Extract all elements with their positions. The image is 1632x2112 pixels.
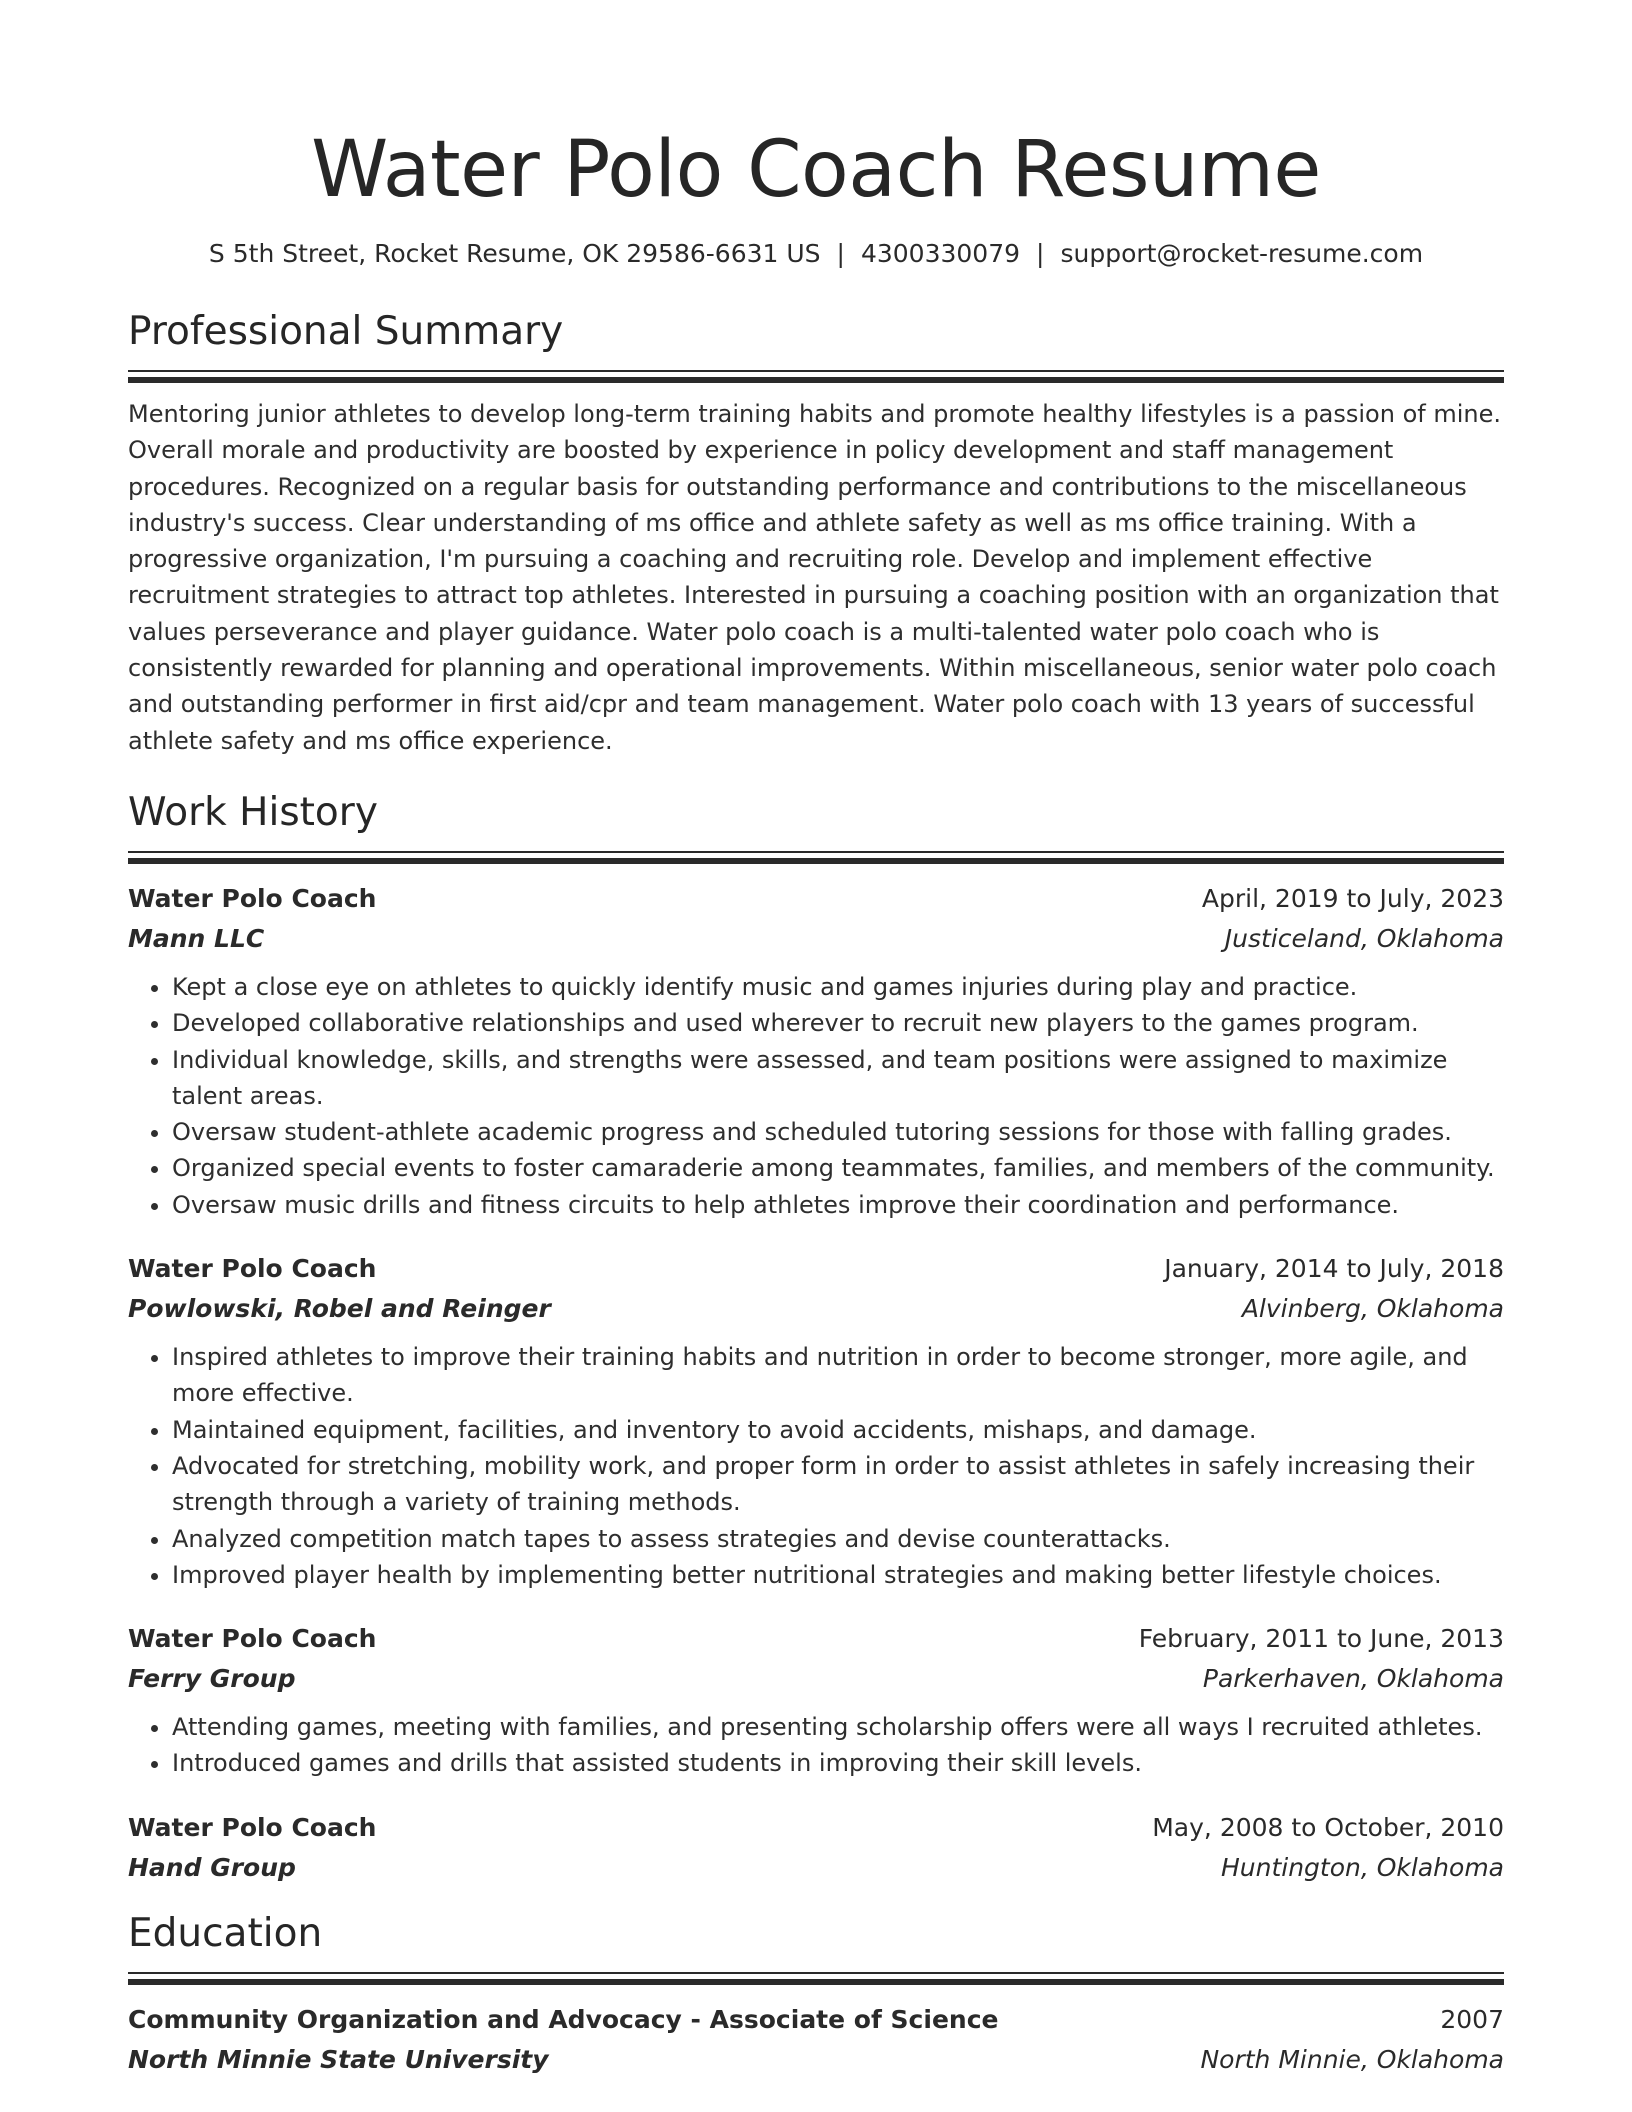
section-divider — [128, 851, 1504, 863]
job-bullet-list — [128, 969, 1504, 1223]
job-company: Powlowski, Robel and Reinger — [128, 1294, 551, 1324]
job-bullet-list — [128, 1339, 1504, 1593]
job-bullet: • Kept a close eye on athletes to quickly identify music and games injuries during play and practice. — [172, 969, 1504, 1005]
job-company-row — [128, 1848, 1504, 1888]
job-entry — [128, 1619, 1504, 1782]
job-title: Water Polo Coach — [128, 1254, 377, 1284]
job-bullet: • Introduced games and drills that assisted students in improving their skill levels. — [172, 1745, 1504, 1781]
summary-text: Mentoring junior athletes to develop long-term training habits and promote healthy lifestyles is a passion of mine. Overall morale and productivity are boosted by experience in policy development and staff management procedures. Recognized on a regular basis for outstanding performance and contributions to the miscellaneous industry's success. Clear understanding of ms office and athlete safety as well as ms office training. With a progressive organization, I'm pursuing a coaching and recruiting role. Develop and implement effective recruitment strategies to attract top athletes. Interested in pursuing a coaching position with an organization that values perseverance and player guidance. Water polo coach is a multi-talented water polo coach who is consistently rewarded for planning and operational improvements. Within miscellaneous, senior water polo coach and outstanding performer in first aid/cpr and team management. Water polo coach with 13 years of successful athlete safety and ms office experience. — [128, 400, 1501, 755]
education-year: 2007 — [1440, 2004, 1504, 2034]
job-header-row — [128, 1619, 1504, 1659]
job-dates: May, 2008 to October, 2010 — [1152, 1812, 1504, 1842]
job-bullet: • Oversaw student-athlete academic progress and scheduled tutoring sessions for those with falling grades. — [172, 1114, 1504, 1150]
job-bullet: • Organized special events to foster camaraderie among teammates, families, and members of the community. — [172, 1150, 1504, 1186]
job-entry — [128, 879, 1504, 1223]
education-section — [128, 1910, 1504, 2080]
job-dates: April, 2019 to July, 2023 — [1201, 883, 1504, 913]
job-bullet: • Analyzed competition match tapes to assess strategies and devise counterattacks. — [172, 1521, 1504, 1557]
job-title: Water Polo Coach — [128, 883, 377, 913]
job-location: Huntington, Oklahoma — [1220, 1852, 1504, 1882]
job-company: Mann LLC — [128, 923, 265, 953]
job-title: Water Polo Coach — [128, 1624, 377, 1654]
contact-phone: 4300330079 — [860, 239, 1021, 268]
summary-section — [128, 308, 1504, 759]
contact-separator: | — [1036, 239, 1045, 268]
job-company: Ferry Group — [128, 1664, 296, 1694]
job-dates: January, 2014 to July, 2018 — [1164, 1254, 1504, 1284]
section-divider — [128, 1972, 1504, 1984]
contact-line — [128, 238, 1504, 270]
job-header-row — [128, 879, 1504, 919]
job-bullet: • Improved player health by implementing better nutritional strategies and making better lifestyle choices. — [172, 1557, 1504, 1593]
section-divider — [128, 370, 1504, 382]
section-heading-work-history: Work History — [128, 789, 378, 835]
job-company-row — [128, 1289, 1504, 1329]
work-history-section — [128, 789, 1504, 1888]
job-bullet: • Advocated for stretching, mobility work, and proper form in order to assist athletes in safely increasing their strength through a variety of training methods. — [172, 1448, 1504, 1521]
job-entry — [128, 1249, 1504, 1593]
education-school-row — [128, 2040, 1504, 2080]
job-entry — [128, 1808, 1504, 1888]
contact-email: support@rocket-resume.com — [1060, 239, 1424, 268]
job-bullet-list — [128, 1709, 1504, 1782]
job-location: Parkerhaven, Oklahoma — [1202, 1664, 1504, 1694]
job-header-row — [128, 1808, 1504, 1848]
job-location: Justiceland, Oklahoma — [1224, 923, 1504, 953]
job-bullet: • Individual knowledge, skills, and strengths were assessed, and team positions were assigned to maximize talent areas. — [172, 1042, 1504, 1115]
job-bullet: • Oversaw music drills and fitness circuits to help athletes improve their coordination and performance. — [172, 1187, 1504, 1223]
contact-address: S 5th Street, Rocket Resume, OK 29586-6631 US — [208, 239, 821, 268]
education-header-row — [128, 2000, 1504, 2040]
job-location: Alvinberg, Oklahoma — [1241, 1294, 1504, 1324]
job-company: Hand Group — [128, 1852, 296, 1882]
resume-title: Water Polo Coach Resume — [311, 125, 1321, 215]
education-location: North Minnie, Oklahoma — [1200, 2044, 1504, 2074]
job-title: Water Polo Coach — [128, 1812, 377, 1842]
job-bullet: • Maintained equipment, facilities, and inventory to avoid accidents, mishaps, and damage. — [172, 1412, 1504, 1448]
job-company-row — [128, 919, 1504, 959]
job-header-row — [128, 1249, 1504, 1289]
education-degree: Community Organization and Advocacy - Associate of Science — [128, 2004, 999, 2034]
education-school: North Minnie State University — [128, 2044, 549, 2074]
resume-page — [128, 0, 1504, 2080]
job-dates: February, 2011 to June, 2013 — [1138, 1624, 1504, 1654]
job-bullet: • Inspired athletes to improve their training habits and nutrition in order to become stronger, more agile, and more effective. — [172, 1339, 1504, 1412]
section-heading-education: Education — [128, 1910, 323, 1956]
contact-separator: | — [836, 239, 845, 268]
education-entry — [128, 2000, 1504, 2080]
job-bullet: • Developed collaborative relationships and used wherever to recruit new players to the games program. — [172, 1005, 1504, 1041]
job-company-row — [128, 1659, 1504, 1699]
section-heading-summary: Professional Summary — [128, 309, 564, 354]
job-bullet: • Attending games, meeting with families, and presenting scholarship offers were all ways I recruited athletes. — [172, 1709, 1504, 1745]
